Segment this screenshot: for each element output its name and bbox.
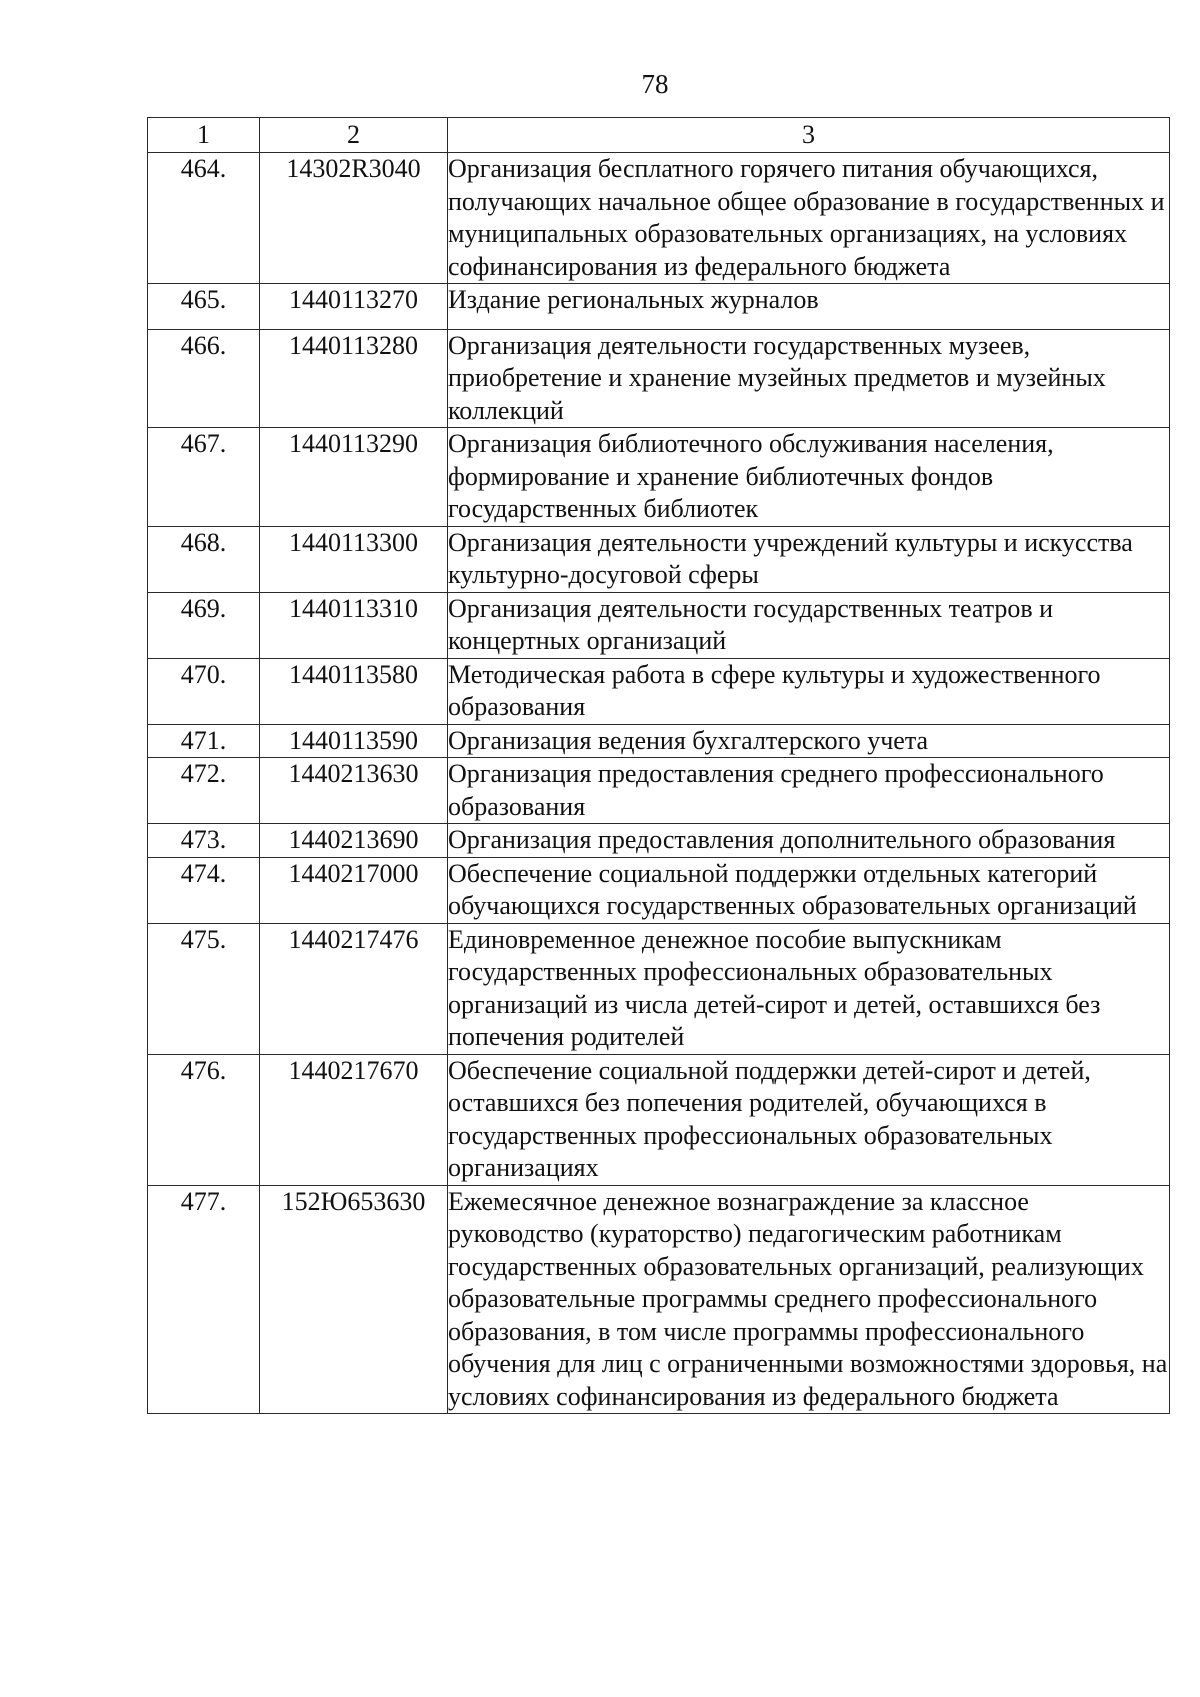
- row-description: Организация предоставления среднего профессионального образования: [448, 758, 1170, 824]
- table-row: [148, 824, 1170, 858]
- table-row: [148, 526, 1170, 592]
- page-number: 78: [641, 69, 669, 99]
- row-description: Организация библиотечного обслуживания населения, формирование и хранение библиотечных фондов государственных библиотек: [448, 428, 1170, 527]
- row-number: 468.: [148, 526, 260, 592]
- row-number: 471.: [148, 724, 260, 758]
- table-header-row: [148, 118, 1170, 153]
- row-number: 470.: [148, 658, 260, 724]
- table-row: [148, 153, 1170, 284]
- row-code: 1440113280: [260, 329, 448, 428]
- row-number: 465.: [148, 284, 260, 330]
- row-description: Организация деятельности государственных театров и концертных организаций: [448, 592, 1170, 658]
- row-code: 1440213630: [260, 758, 448, 824]
- row-code: 14302R3040: [260, 153, 448, 284]
- row-description: Обеспечение социальной поддержки отдельных категорий обучающихся государственных образовательных организаций: [448, 857, 1170, 923]
- row-number: 466.: [148, 329, 260, 428]
- row-description: Методическая работа в сфере культуры и художественного образования: [448, 658, 1170, 724]
- row-number: 467.: [148, 428, 260, 527]
- column-header-1: 1: [148, 118, 260, 153]
- row-number: 475.: [148, 923, 260, 1054]
- row-code: 1440113270: [260, 284, 448, 330]
- row-number: 474.: [148, 857, 260, 923]
- row-description: Организация предоставления дополнительного образования: [448, 824, 1170, 858]
- row-description: Издание региональных журналов: [448, 284, 1170, 330]
- budget-classification-table: [147, 117, 1170, 1414]
- row-description: Организация бесплатного горячего питания обучающихся, получающих начальное общее образование в государственных и муниципальных образовательных организациях, на условиях софинансирования из федерального бюджета: [448, 153, 1170, 284]
- column-header-3: 3: [448, 118, 1170, 153]
- table-row: [148, 428, 1170, 527]
- table-row: [148, 658, 1170, 724]
- table-row: [148, 1054, 1170, 1185]
- row-description: Организация деятельности государственных музеев, приобретение и хранение музейных предметов и музейных коллекций: [448, 329, 1170, 428]
- row-code: 1440213690: [260, 824, 448, 858]
- row-description: Обеспечение социальной поддержки детей-сирот и детей, оставшихся без попечения родителей, обучающихся в государственных профессиональных образовательных организациях: [448, 1054, 1170, 1185]
- row-code: 1440113310: [260, 592, 448, 658]
- table-row: [148, 1185, 1170, 1414]
- row-number: 469.: [148, 592, 260, 658]
- row-code: 1440113290: [260, 428, 448, 527]
- row-description: Ежемесячное денежное вознаграждение за классное руководство (кураторство) педагогическим работникам государственных образовательных организаций, реализующих образовательные программы среднего профессионального образования, в том числе программы профессионального обучения для лиц с ограниченными возможностями здоровья, на условиях софинансирования из федерального бюджета: [448, 1185, 1170, 1414]
- table-row: [148, 857, 1170, 923]
- row-number: 464.: [148, 153, 260, 284]
- row-number: 476.: [148, 1054, 260, 1185]
- row-code: 1440113590: [260, 724, 448, 758]
- table-body: [148, 153, 1170, 1414]
- row-code: 1440217000: [260, 857, 448, 923]
- row-code: 1440217476: [260, 923, 448, 1054]
- table-row: [148, 592, 1170, 658]
- table-row: [148, 724, 1170, 758]
- row-number: 472.: [148, 758, 260, 824]
- table-row: [148, 284, 1170, 330]
- table-row: [148, 923, 1170, 1054]
- row-number: 473.: [148, 824, 260, 858]
- row-code: 1440217670: [260, 1054, 448, 1185]
- table-row: [148, 758, 1170, 824]
- table-row: [148, 329, 1170, 428]
- row-description: Единовременное денежное пособие выпускникам государственных профессиональных образовательных организаций из числа детей-сирот и детей, оставшихся без попечения родителей: [448, 923, 1170, 1054]
- row-code: 1440113580: [260, 658, 448, 724]
- row-code: 152Ю653630: [260, 1185, 448, 1414]
- row-code: 1440113300: [260, 526, 448, 592]
- row-description: Организация деятельности учреждений культуры и искусства культурно-досуговой сферы: [448, 526, 1170, 592]
- row-number: 477.: [148, 1185, 260, 1414]
- row-description: Организация ведения бухгалтерского учета: [448, 724, 1170, 758]
- column-header-2: 2: [260, 118, 448, 153]
